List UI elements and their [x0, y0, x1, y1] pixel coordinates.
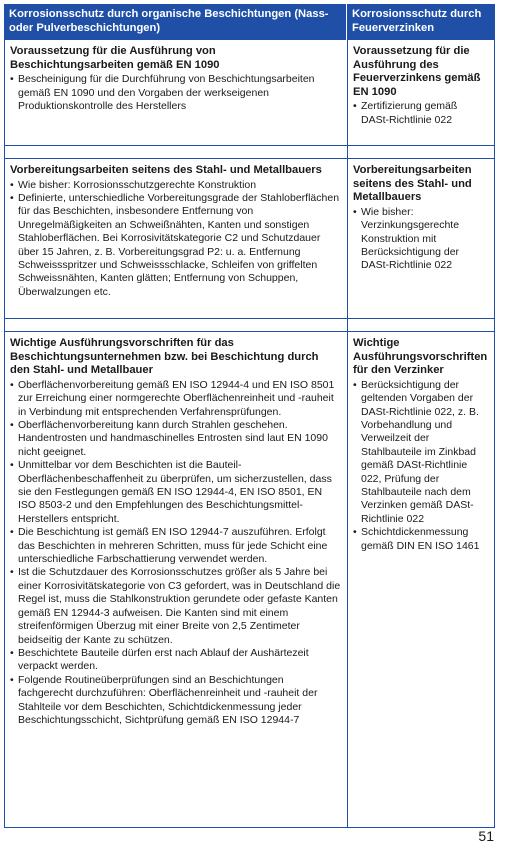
gap-left	[4, 319, 347, 331]
comparison-table	[4, 4, 495, 828]
cell-title: Vorbereitungsarbeiten seitens des Stahl- und Metallbauers	[353, 164, 472, 204]
cell-title: Voraussetzung für die Ausführung von Beschichtungsarbeiten gemäß EN 1090	[10, 45, 220, 71]
cell-title: Voraussetzung für die Ausführung des Feuerverzinkens gemäß EN 1090	[353, 45, 481, 98]
table-row	[4, 158, 495, 319]
gap-right	[347, 146, 495, 158]
bullet-list	[10, 73, 341, 113]
cell-left-requirements	[4, 40, 347, 146]
bullet-list	[353, 379, 488, 553]
gap-right	[347, 319, 495, 331]
page-number: 51	[478, 828, 494, 844]
list-item: • Wie bisher: Verzinkungsgerechte Konstruktion mit Berücksichtigung der DASt-Richtlinie 022	[353, 206, 488, 273]
bullet-list	[10, 379, 341, 728]
list-item: • Oberflächenvorbereitung kann durch Strahlen geschehen. Handentrosten und handmaschinelles Entrosten sind laut EN 1090 nicht geeignet.	[10, 419, 341, 459]
gap-left	[4, 146, 347, 158]
list-item: • Folgende Routineüberprüfungen sind an Beschichtungen fachgerecht durchzuführen: Oberflächenreinheit und -rauheit der Stahlteile vor dem Beschichten, Schichtdickenmessung jeder Beschichtungsschicht, Sichtprüfung gemäß EN ISO 12944-7	[10, 674, 341, 728]
cell-title: Wichtige Ausführungsvorschriften für das Beschichtungsunternehmen bzw. bei Beschichtung durch den Stahl- und Metallbauer	[10, 337, 319, 377]
list-item: • Wie bisher: Korrosionsschutzgerechte Konstruktion	[10, 179, 341, 192]
list-item: • Schichtdickenmessung gemäß DIN EN ISO 1461	[353, 526, 488, 553]
list-item: • Ist die Schutzdauer des Korrosionsschutzes größer als 5 Jahre bei einer Korrosivitätskategorie von C3 gefordert, was in Deutschland die Regel ist, muss die Stahlkonstruktion gerundete oder gefaste Kanten gemäß EN 12944-3 aufweisen. Die Kanten sind mit einem streifenförmigen Überzug mit einer Breite von 2,5 Zentimeter beidseitig der Kante zu schützen.	[10, 566, 341, 646]
header-organic-coatings: Korrosionsschutz durch organische Beschichtungen (Nass- oder Pulverbeschichtungen)	[4, 4, 347, 40]
bullet-list	[353, 100, 488, 127]
bullet-list	[10, 179, 341, 300]
cell-left-preparation	[4, 159, 347, 319]
list-item: • Berücksichtigung der geltenden Vorgaben der DASt-Richtlinie 022, z. B. Vorbehandlung und Verweilzeit der Stahlbauteile im Zinkbad gemäß DASt-Richtlinie 022, Prüfung der Stahlbauteile nach dem Verzinken gemäß DASt-Richtlinie 022	[353, 379, 488, 526]
list-item: • Definierte, unterschiedliche Vorbereitungsgrade der Stahloberflächen für das Beschichten, insbesondere Entfernung von Unregelmäßigkeiten an Schweißnähten, Kanten und sonstigen Stahloberflächen. Bei Korrosivitätskategorie C2 und Schutzdauer über 15 Jahren, z. B. Vorbereitungsgrad P2: u. a. Entfernung Schweissspritzer und Schweissschlacke, Schleifen von griffelten Schweissnähten, Kanten glätten; Entfernung von Schuppen, Überwalzungen etc.	[10, 192, 341, 299]
cell-left-execution	[4, 332, 347, 828]
list-item: • Zertifizierung gemäß DASt-Richtlinie 022	[353, 100, 488, 127]
cell-right-execution	[347, 332, 495, 828]
list-item: • Bescheinigung für die Durchführung von Beschichtungsarbeiten gemäß EN 1090 und den Vorgaben der werkseigenen Produktionskontrolle des Herstellers	[10, 73, 341, 113]
cell-right-requirements	[347, 40, 495, 146]
list-item: • Beschichtete Bauteile dürfen erst nach Ablauf der Aushärtezeit verpackt werden.	[10, 647, 341, 674]
table-header-row	[4, 4, 495, 40]
bullet-list	[353, 206, 488, 273]
list-item: • Oberflächenvorbereitung gemäß EN ISO 12944-4 und EN ISO 8501 zur Erreichung einer normgerechte Oberflächenreinheit und -rauheit in Verbindung mit entsprechenden Verfahrensprüfungen.	[10, 379, 341, 419]
list-item: • Die Beschichtung ist gemäß EN ISO 12944-7 auszuführen. Erfolgt das Beschichten in mehreren Schritten, muss für jede Schicht eine unterschiedliche Farbschattierung verwendet werden.	[10, 526, 341, 566]
list-item: • Unmittelbar vor dem Beschichten ist die Bauteil-Oberflächenbeschaffenheit zu überprüfen, um sicherzustellen, dass sie den Festlegungen gemäß EN ISO 12944-4, EN ISO 8501, EN ISO 8503-2 und den Empfehlungen des Beschichtungsmittel-Herstellers entspricht.	[10, 459, 341, 526]
table-row	[4, 40, 495, 146]
header-hot-dip-galvanizing: Korrosionsschutz durch Feuerverzinken	[347, 4, 495, 40]
row-gap	[4, 146, 495, 158]
table-row	[4, 331, 495, 828]
row-gap	[4, 319, 495, 331]
cell-title: Vorbereitungsarbeiten seitens des Stahl- und Metallbauers	[10, 164, 322, 176]
cell-title: Wichtige Ausführungsvorschriften für den Verzinker	[353, 337, 488, 377]
cell-right-preparation	[347, 159, 495, 319]
